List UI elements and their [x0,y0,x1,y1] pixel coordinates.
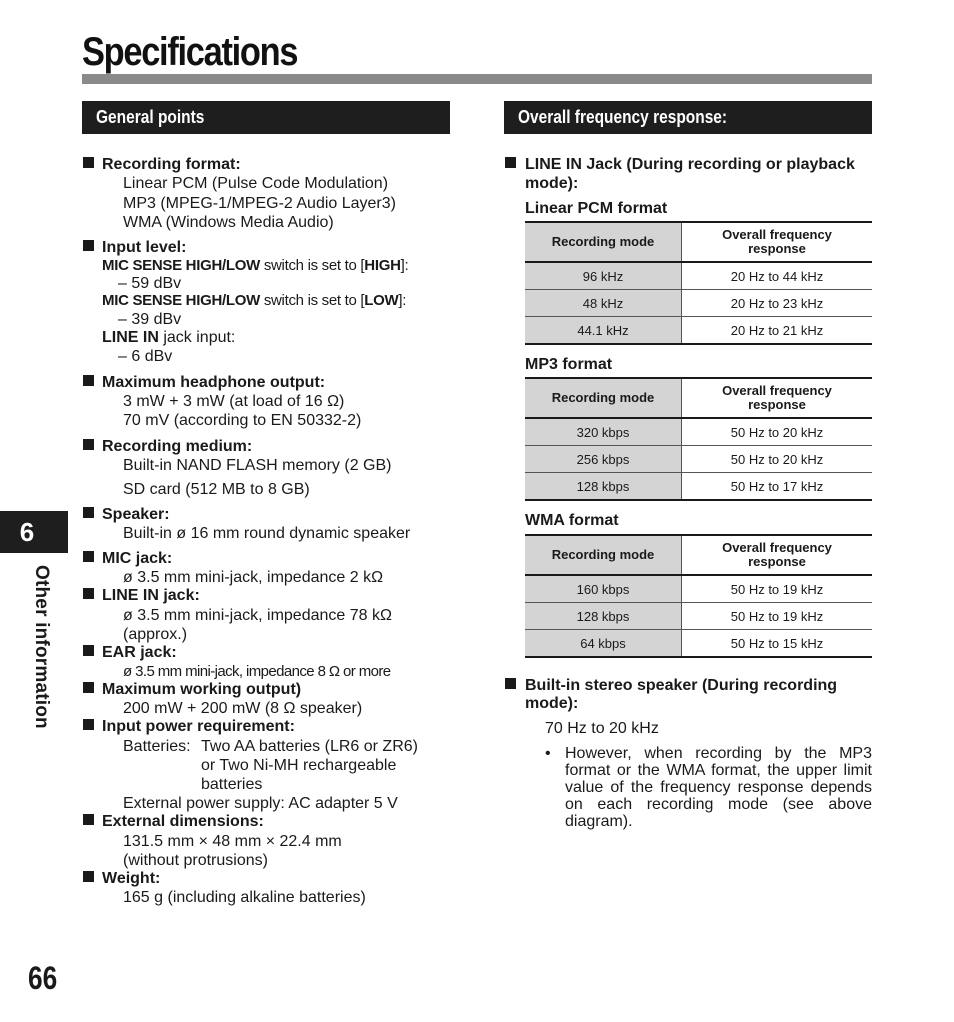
table-row [525,575,872,603]
col-recording-mode: Recording mode [525,222,682,262]
mic-sense-label: MIC SENSE HIGH/LOW [102,257,260,274]
built-in-speaker-label-cont: mode): [525,695,579,712]
table-row [525,317,872,345]
cell-mode: 44.1 kHz [525,317,682,345]
line-in-text: jack input: [158,329,236,346]
bullet-square-icon [83,439,94,450]
cell-response: 20 Hz to 21 kHz [682,317,873,345]
table-row [525,446,872,473]
table-title-mp3: MP3 format [525,356,613,373]
section-header-general-points [82,101,450,134]
cell-response: 50 Hz to 15 kHz [682,630,873,658]
page-number: 66 [28,960,58,996]
mic-jack-rest: jack: [131,550,173,567]
batteries-line: batteries [201,776,263,793]
mic-jack-label [102,549,172,568]
bullet-square-icon [83,814,94,825]
line-in-jack-bold: LINE IN [102,587,159,604]
input-level-line-in-value: – 6 dBv [118,348,173,365]
frequency-table-linear-pcm [525,221,872,345]
input-level-low-value: – 39 dBv [118,311,182,328]
switch-text: switch is set to [ [259,292,365,309]
bullet-square-icon [83,240,94,251]
ear-jack-label [102,643,177,662]
col-response-line: Overall frequency [722,227,832,242]
dimensions-line: 131.5 mm × 48 mm × 22.4 mm [123,833,342,850]
bullet-square-icon [505,157,516,168]
chapter-side-label: Other information [31,565,52,729]
medium-line: Built-in NAND FLASH memory (2 GB) [123,457,392,474]
medium-line: SD card (512 MB to 8 GB) [123,481,310,498]
bullet-square-icon [505,678,516,689]
switch-text: switch is set to [ [259,257,365,274]
table-header-row [525,535,872,575]
cell-response: 50 Hz to 20 kHz [682,418,873,446]
col-response-line: response [748,397,806,412]
chapter-tab [0,511,68,553]
frequency-table-wma [525,534,872,658]
batteries-label: Batteries: [123,738,191,755]
dimensions-label: External dimensions: [102,813,264,830]
bullet-square-icon [83,507,94,518]
recording-format-line: Linear PCM (Pulse Code Modulation) [123,175,389,192]
ear-jack-bold: EAR [102,644,136,661]
col-overall-response [682,222,873,262]
switch-end: ]: [400,257,409,274]
col-overall-response [682,535,873,575]
table-header-row [525,222,872,262]
ear-jack-line: ø 3.5 mm mini-jack, impedance 8 Ω or more [123,663,391,680]
chapter-number: 6 [19,517,35,547]
table-row [525,630,872,658]
line-in-jack-label [102,586,200,605]
low-key: LOW [364,292,399,309]
cell-mode: 160 kbps [525,575,682,603]
speaker-line: Built-in ø 16 mm round dynamic speaker [123,525,411,542]
working-output-line: 200 mW + 200 mW (8 Ω speaker) [123,700,363,717]
table-header-row [525,378,872,418]
recording-format-line: MP3 (MPEG-1/MPEG-2 Audio Layer3) [123,195,396,212]
table-row [525,603,872,630]
headphone-line: 3 mW + 3 mW (at load of 16 Ω) [123,393,345,410]
table-row [525,473,872,501]
cell-mode: 128 kbps [525,473,682,501]
cell-mode: 48 kHz [525,290,682,317]
input-level-high-value: – 59 dBv [118,275,182,292]
recording-format-label: Recording format: [102,156,241,173]
headphone-label: Maximum headphone output: [102,374,326,391]
section-title: General points [96,107,205,127]
working-output-label: Maximum working output) [102,681,302,698]
frequency-table-mp3 [525,377,872,501]
col-recording-mode: Recording mode [525,378,682,418]
cell-response: 50 Hz to 20 kHz [682,446,873,473]
built-in-speaker-range: 70 Hz to 20 kHz [545,720,659,737]
recording-format-line: WMA (Windows Media Audio) [123,214,334,231]
col-recording-mode: Recording mode [525,535,682,575]
headphone-line: 70 mV (according to EN 50332-2) [123,412,362,429]
col-response-line: Overall frequency [722,383,832,398]
cell-response: 20 Hz to 23 kHz [682,290,873,317]
mic-jack-bold: MIC [102,550,132,567]
col-response-line: response [748,554,806,569]
cell-response: 50 Hz to 19 kHz [682,575,873,603]
mic-jack-line: ø 3.5 mm mini-jack, impedance 2 kΩ [123,569,384,586]
cell-response: 20 Hz to 44 kHz [682,262,873,290]
medium-label: Recording medium: [102,438,253,455]
bullet-square-icon [83,588,94,599]
batteries-line: Two AA batteries (LR6 or ZR6) [201,738,418,755]
cell-mode: 128 kbps [525,603,682,630]
weight-line: 165 g (including alkaline batteries) [123,889,366,906]
cell-mode: 320 kbps [525,418,682,446]
cell-mode: 64 kbps [525,630,682,658]
high-key: HIGH [364,257,401,274]
bullet-square-icon [83,551,94,562]
bullet-square-icon [83,871,94,882]
cell-mode: 96 kHz [525,262,682,290]
table-row [525,262,872,290]
bullet-dot-icon: • [545,745,551,762]
cell-response: 50 Hz to 19 kHz [682,603,873,630]
dimensions-line: (without protrusions) [123,852,268,869]
line-in-response-label [525,155,855,174]
section-header-frequency-response [504,101,872,134]
ear-jack-rest: jack: [135,644,177,661]
weight-label: Weight: [102,870,161,887]
section-title: Overall frequency response: [518,107,728,127]
built-in-speaker-label: Built-in stereo speaker (During recording [525,677,838,694]
cell-mode: 256 kbps [525,446,682,473]
col-response-line: Overall frequency [722,540,832,555]
bullet-square-icon [83,682,94,693]
bullet-square-icon [83,375,94,386]
table-title-wma: WMA format [525,512,619,529]
bullet-square-icon [83,157,94,168]
frequency-note: However, when recording by the MP3 format or the WMA format, the upper limit value of the frequency response depends on each recording mode (see above diagram). [565,745,872,830]
batteries-line: or Two Ni-MH rechargeable [201,757,397,774]
table-row [525,290,872,317]
cell-response: 50 Hz to 17 kHz [682,473,873,501]
line-in-jack-line: ø 3.5 mm mini-jack, impedance 78 kΩ [123,607,392,624]
title-rule [82,74,872,84]
speaker-label: Speaker: [102,506,170,523]
line-in-label: LINE IN [102,329,159,346]
line-in-jack-rest: jack: [158,587,200,604]
col-overall-response [682,378,873,418]
input-level-line-in-line [102,328,235,347]
col-response-line: response [748,241,806,256]
power-label: Input power requirement: [102,718,295,735]
page-title: Specifications [82,30,298,74]
table-title-linear-pcm: Linear PCM format [525,200,668,217]
switch-end: ]: [398,292,407,309]
input-level-high-line [102,256,408,275]
input-level-label: Input level: [102,239,187,256]
mic-sense-label: MIC SENSE HIGH/LOW [102,292,260,309]
bullet-square-icon [83,645,94,656]
external-power-line: External power supply: AC adapter 5 V [123,795,398,812]
table-row [525,418,872,446]
bullet-square-icon [83,719,94,730]
input-level-low-line [102,291,406,310]
line-in-rest: Jack (During recording or playback [581,156,855,173]
line-in-jack-line: (approx.) [123,626,188,643]
line-in-response-label-cont: mode): [525,175,579,192]
line-in-bold: LINE IN [525,156,582,173]
